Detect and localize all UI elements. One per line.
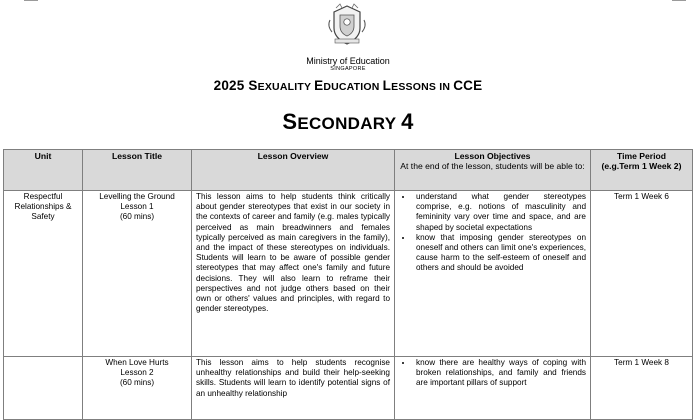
time-period-cell: Term 1 Week 8 bbox=[591, 357, 693, 420]
table-row bbox=[4, 357, 693, 420]
lessons-table bbox=[3, 149, 693, 420]
header-unit: Unit bbox=[4, 150, 83, 191]
lesson-overview-cell: This lesson aims to help students recognise unhealthy relationships and build their help-seeking skills. Students will learn to identify potential signs of an unhealthy relationship bbox=[192, 357, 395, 420]
header-lesson-overview: Lesson Overview bbox=[192, 150, 395, 191]
objective-item: • understand what gender stereotypes comprise, e.g. notions of masculinity and femininity vary over time and space, and are shaped by societal expectations bbox=[413, 192, 586, 233]
lesson-objectives-cell bbox=[395, 357, 591, 420]
header-time-period: Time Period (e.g.Term 1 Week 2) bbox=[591, 150, 693, 191]
table-row bbox=[4, 191, 693, 357]
header-lesson-title: Lesson Title bbox=[83, 150, 192, 191]
table-header-row bbox=[4, 150, 693, 191]
moe-crest-icon bbox=[324, 2, 370, 48]
objective-item: • know that imposing gender stereotypes on oneself and others can limit one's experiences, cause harm to the self-esteem of oneself and others and should be avoided bbox=[413, 233, 586, 274]
lesson-title-cell: Levelling the Ground Lesson 1 (60 mins) bbox=[83, 191, 192, 357]
org-name: Ministry of Education bbox=[306, 56, 390, 66]
level-heading: SECONDARY 4 bbox=[282, 109, 414, 134]
document-title: 2025 SEXUALITY EDUCATION LESSONS IN CCE bbox=[213, 78, 483, 93]
lesson-title-cell: When Love Hurts Lesson 2 (60 mins) bbox=[83, 357, 192, 420]
unit-cell: Respectful Relationships & Safety bbox=[4, 191, 83, 357]
lesson-overview-cell: This lesson aims to help students think critically about gender stereotypes that exist in our society in the contexts of career and family (e.g. males typically perceived as main breadwinners and females typically perceived as main caregivers in the family), and the impact of these stereotypes on individuals. Students will learn to be aware of possible gender stereotypes that may affect one's family and future decisions. They will also learn to reframe their perspectives and not judge others based on their own or others' values and principles, with regard to gender stereotypes. bbox=[192, 191, 395, 357]
header-lesson-objectives: Lesson Objectives At the end of the lesson, students will be able to: bbox=[395, 150, 591, 191]
page-corner-mark-left bbox=[24, 0, 38, 1]
page-corner-mark-right bbox=[672, 0, 686, 1]
time-period-cell: Term 1 Week 6 bbox=[591, 191, 693, 357]
org-country: SINGAPORE bbox=[330, 66, 366, 72]
lesson-objectives-cell bbox=[395, 191, 591, 357]
unit-cell bbox=[4, 357, 83, 420]
objective-item: • know there are healthy ways of coping with broken relationships, and family and friends are important pillars of support bbox=[413, 358, 586, 389]
